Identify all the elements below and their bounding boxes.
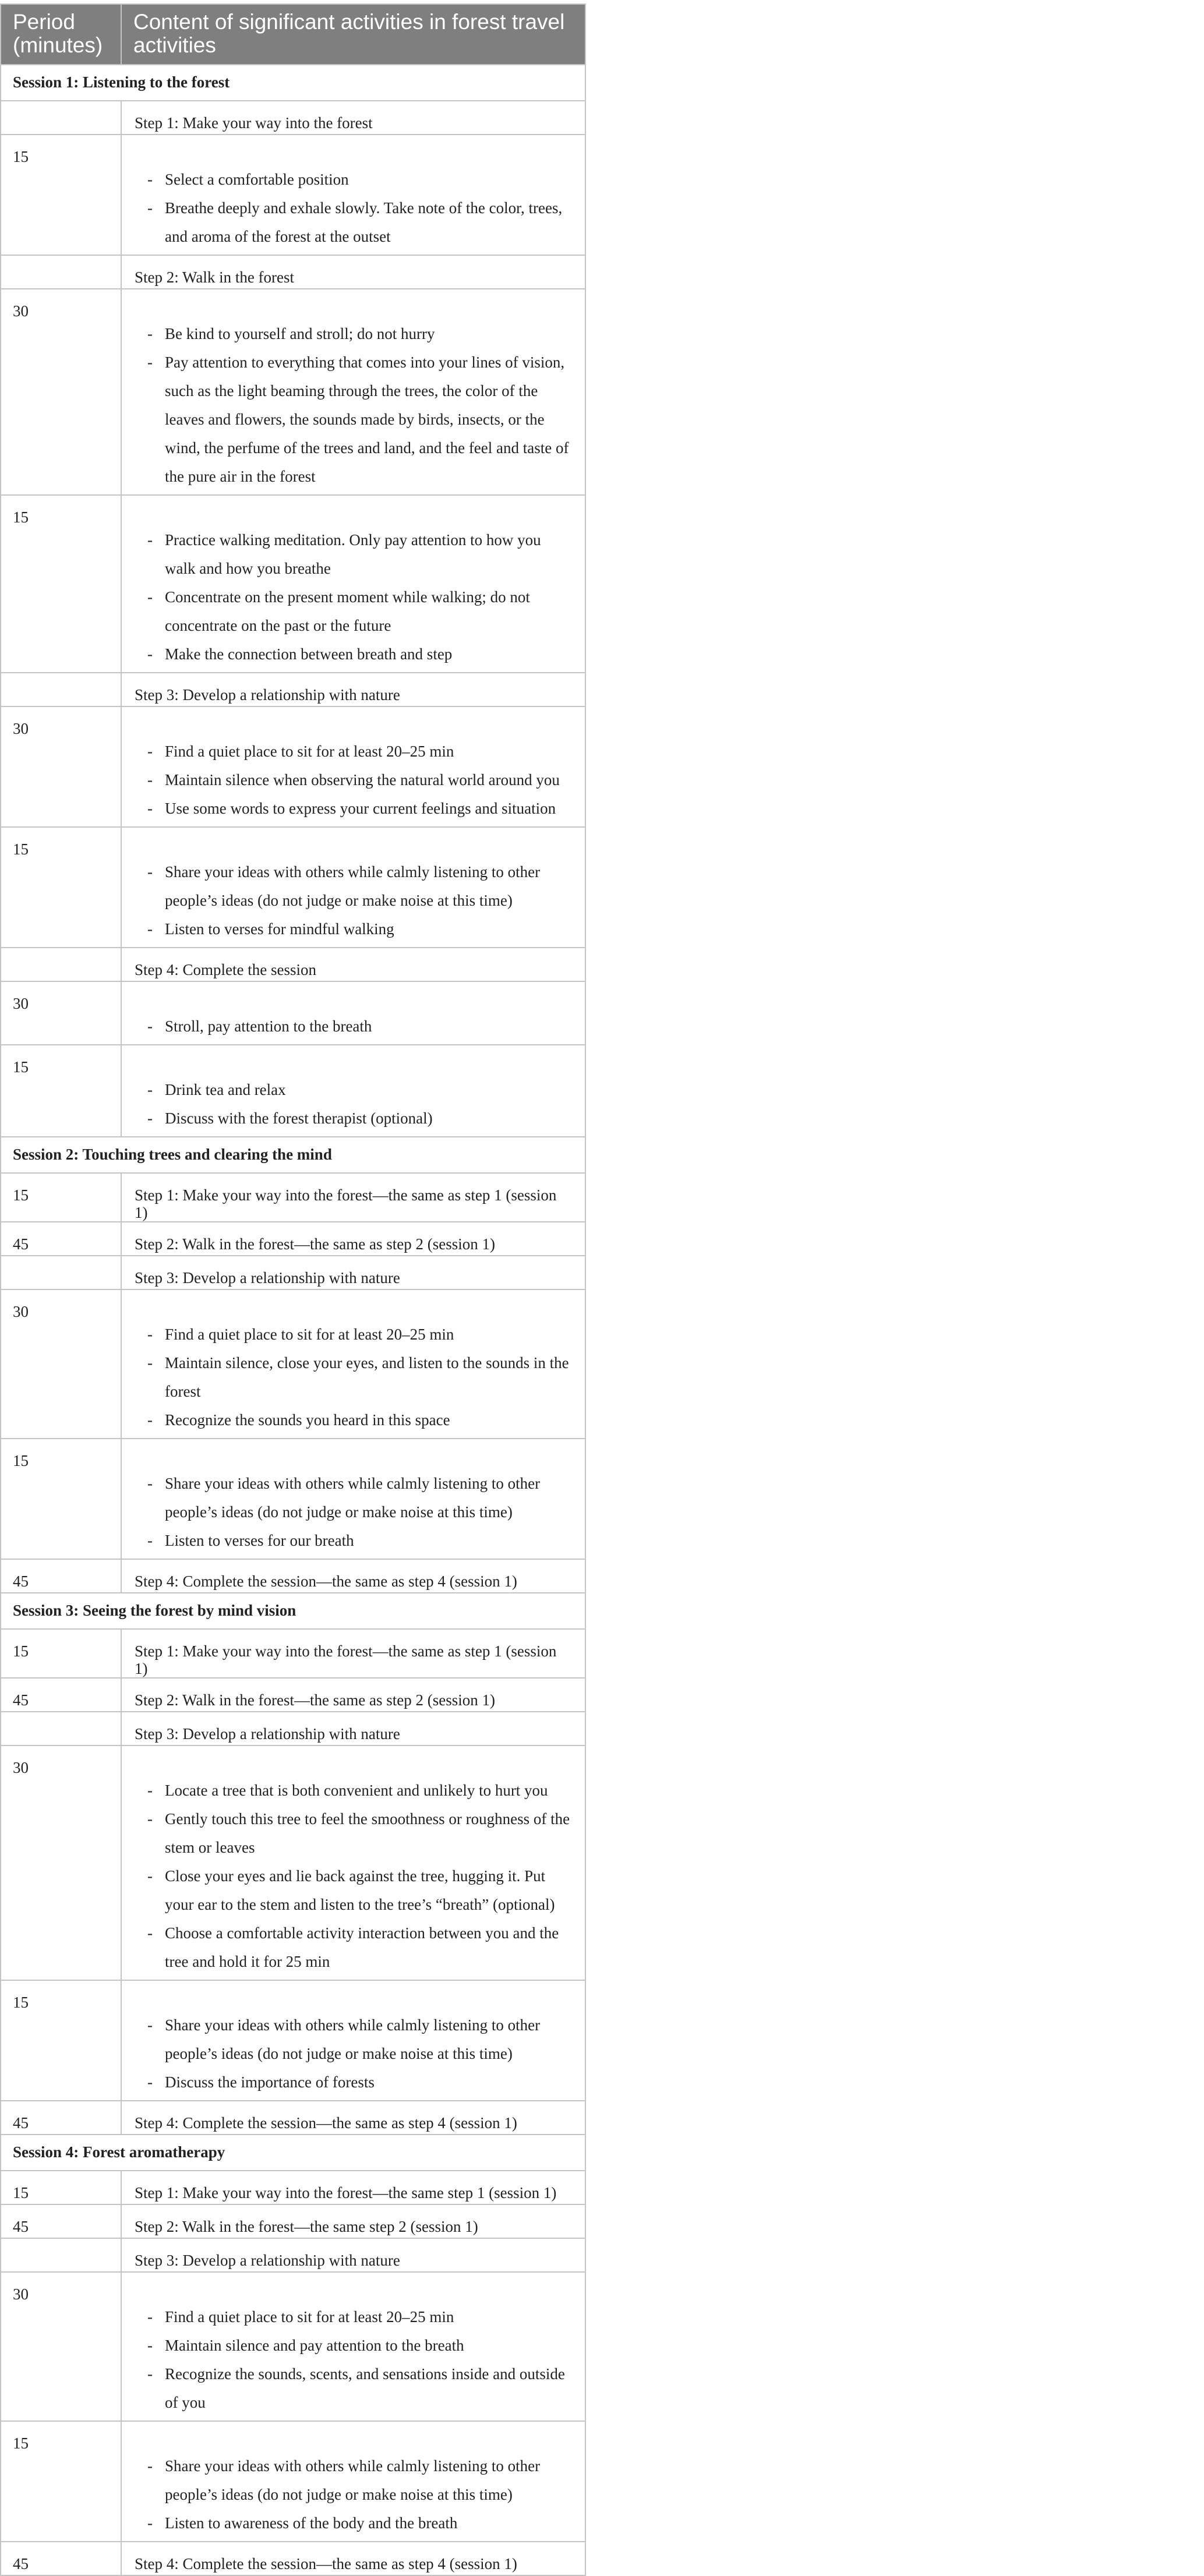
table-row [1, 2171, 585, 2204]
activity-list [135, 2011, 571, 2097]
period-cell: 15 [1, 2421, 121, 2542]
activity-list [135, 1320, 571, 1434]
table-row [1, 1045, 585, 1137]
activity-list [135, 526, 571, 669]
activity-list [135, 2303, 571, 2417]
period-cell: 15 [1, 1439, 121, 1559]
table-row [1, 1222, 585, 1256]
period-cell: 15 [1, 1173, 121, 1222]
table-row [1, 289, 585, 495]
table-row [1, 1289, 585, 1439]
period-cell: 15 [1, 1980, 121, 2101]
content-cell: Step 3: Develop a relationship with nature [121, 1256, 585, 1289]
session-header-row [1, 1593, 585, 1629]
period-cell: 30 [1, 1745, 121, 1980]
content-cell [121, 2272, 585, 2421]
content-cell: Step 4: Complete the session—the same as step 4 (session 1) [121, 2542, 585, 2575]
content-cell: Step 2: Walk in the forest—the same step 2 (session 1) [121, 2204, 585, 2238]
period-column-header: Period (minutes) [1, 4, 121, 65]
table-row [1, 948, 585, 981]
activity-item: - Maintain silence and pay attention to the breath [135, 2331, 571, 2360]
table-row [1, 827, 585, 948]
period-cell: 15 [1, 1629, 121, 1678]
activity-item: - Gently touch this tree to feel the smoothness or roughness of the stem or leaves [135, 1805, 571, 1862]
content-cell: Step 4: Complete the session—the same as step 4 (session 1) [121, 1559, 585, 1593]
activity-item: - Close your eyes and lie back against the tree, hugging it. Put your ear to the stem and listen to the tree’s “breath” (optional) [135, 1862, 571, 1919]
period-cell [1, 2238, 121, 2272]
content-cell: Step 1: Make your way into the forest [121, 101, 585, 135]
period-cell: 30 [1, 289, 121, 495]
period-cell: 15 [1, 495, 121, 673]
activity-item: - Stroll, pay attention to the breath [135, 1012, 571, 1041]
period-cell [1, 255, 121, 289]
table-header-row [1, 4, 585, 65]
activity-item: - Listen to verses for our breath [135, 1526, 571, 1555]
table-row [1, 1980, 585, 2101]
content-cell: Step 4: Complete the session [121, 948, 585, 981]
content-cell [121, 1439, 585, 1559]
period-cell: 15 [1, 827, 121, 948]
activity-item: - Pay attention to everything that comes into your lines of vision, such as the light beaming through the trees, the color of the leaves and flowers, the sounds made by birds, insects, or the wind, the perfume of the trees and land, and the feel and taste of the pure air in the forest [135, 348, 571, 491]
activity-item: - Breathe deeply and exhale slowly. Take note of the color, trees, and aroma of the forest at the outset [135, 194, 571, 251]
session-title: Session 4: Forest aromatherapy [1, 2135, 585, 2171]
session-header-row [1, 65, 585, 101]
period-cell: 45 [1, 1559, 121, 1593]
activity-item: - Maintain silence when observing the natural world around you [135, 766, 571, 794]
activity-list [135, 858, 571, 944]
activity-list [135, 320, 571, 491]
content-cell: Step 1: Make your way into the forest—the same as step 1 (session 1) [121, 1173, 585, 1222]
content-cell [121, 1045, 585, 1137]
content-cell [121, 1745, 585, 1980]
activity-item: - Locate a tree that is both convenient and unlikely to hurt you [135, 1776, 571, 1805]
activity-item: - Recognize the sounds you heard in this space [135, 1406, 571, 1434]
content-cell: Step 3: Develop a relationship with nature [121, 2238, 585, 2272]
session-header-row [1, 1137, 585, 1173]
table-row [1, 2238, 585, 2272]
activity-item: - Select a comfortable position [135, 165, 571, 194]
session-header-row [1, 2135, 585, 2171]
period-cell: 15 [1, 1045, 121, 1137]
session-title: Session 3: Seeing the forest by mind vision [1, 1593, 585, 1629]
content-column-header: Content of significant activities in forest travel activities [121, 4, 585, 65]
activity-item: - Share your ideas with others while calmly listening to other people’s ideas (do not judge or make noise at this time) [135, 1469, 571, 1526]
table-row [1, 495, 585, 673]
activity-item: - Maintain silence, close your eyes, and listen to the sounds in the forest [135, 1349, 571, 1406]
activity-list [135, 1776, 571, 1976]
table-row [1, 101, 585, 135]
activity-item: - Choose a comfortable activity interaction between you and the tree and hold it for 25 min [135, 1919, 571, 1976]
activity-item: - Discuss with the forest therapist (optional) [135, 1104, 571, 1133]
content-cell: Step 4: Complete the session—the same as step 4 (session 1) [121, 2101, 585, 2135]
table-row [1, 1256, 585, 1289]
content-cell: Step 3: Develop a relationship with nature [121, 1712, 585, 1745]
table-row [1, 1712, 585, 1745]
content-cell [121, 1289, 585, 1439]
activity-item: - Make the connection between breath and step [135, 640, 571, 669]
activity-list [135, 165, 571, 251]
content-cell: Step 1: Make your way into the forest—the same as step 1 (session 1) [121, 1629, 585, 1678]
period-cell: 30 [1, 1289, 121, 1439]
activity-item: - Find a quiet place to sit for at least 20–25 min [135, 737, 571, 766]
activity-item: - Listen to verses for mindful walking [135, 915, 571, 944]
activity-item: - Share your ideas with others while calmly listening to other people’s ideas (do not judge or make noise at this time) [135, 858, 571, 915]
period-cell [1, 948, 121, 981]
content-cell: Step 3: Develop a relationship with nature [121, 673, 585, 706]
period-cell [1, 101, 121, 135]
period-cell: 15 [1, 2171, 121, 2204]
activity-item: - Discuss the importance of forests [135, 2068, 571, 2097]
activity-list [135, 2452, 571, 2538]
activity-item: - Find a quiet place to sit for at least 20–25 min [135, 1320, 571, 1349]
period-cell: 15 [1, 135, 121, 255]
period-cell: 30 [1, 706, 121, 827]
activity-list [135, 1469, 571, 1555]
table-row [1, 2101, 585, 2135]
period-cell: 45 [1, 2101, 121, 2135]
session-title: Session 2: Touching trees and clearing the mind [1, 1137, 585, 1173]
table-row [1, 1745, 585, 1980]
activity-item: - Find a quiet place to sit for at least 20–25 min [135, 2303, 571, 2331]
content-cell [121, 706, 585, 827]
activity-item: - Share your ideas with others while calmly listening to other people’s ideas (do not judge or make noise at this time) [135, 2452, 571, 2509]
content-cell [121, 135, 585, 255]
content-cell [121, 1980, 585, 2101]
period-cell [1, 673, 121, 706]
content-cell [121, 827, 585, 948]
activity-item: - Concentrate on the present moment while walking; do not concentrate on the past or the future [135, 583, 571, 640]
period-cell: 45 [1, 2204, 121, 2238]
table-row [1, 1678, 585, 1712]
activity-list [135, 737, 571, 823]
activity-item: - Recognize the sounds, scents, and sensations inside and outside of you [135, 2360, 571, 2417]
table-row [1, 1559, 585, 1593]
activity-item: - Practice walking meditation. Only pay attention to how you walk and how you breathe [135, 526, 571, 583]
table-row [1, 1173, 585, 1222]
table-row [1, 1629, 585, 1678]
period-cell: 30 [1, 981, 121, 1045]
content-cell: Step 2: Walk in the forest—the same as step 2 (session 1) [121, 1222, 585, 1256]
content-cell: Step 2: Walk in the forest [121, 255, 585, 289]
content-cell: Step 1: Make your way into the forest—the same step 1 (session 1) [121, 2171, 585, 2204]
period-cell: 45 [1, 1222, 121, 1256]
table-row [1, 981, 585, 1045]
activity-item: - Share your ideas with others while calmly listening to other people’s ideas (do not judge or make noise at this time) [135, 2011, 571, 2068]
content-cell: Step 2: Walk in the forest—the same as step 2 (session 1) [121, 1678, 585, 1712]
table-row [1, 2204, 585, 2238]
content-cell [121, 2421, 585, 2542]
activity-item: - Drink tea and relax [135, 1076, 571, 1104]
period-cell: 30 [1, 2272, 121, 2421]
content-cell [121, 495, 585, 673]
table-body [1, 65, 585, 2575]
period-cell [1, 1256, 121, 1289]
content-cell [121, 289, 585, 495]
table-row [1, 2542, 585, 2575]
table-row [1, 2272, 585, 2421]
table-row [1, 2421, 585, 2542]
activity-list [135, 1012, 571, 1041]
table-row [1, 255, 585, 289]
activity-list [135, 1076, 571, 1133]
activity-item: - Listen to awareness of the body and the breath [135, 2509, 571, 2538]
activities-table [0, 3, 586, 2576]
period-cell [1, 1712, 121, 1745]
table-row [1, 706, 585, 827]
table-row [1, 1439, 585, 1559]
session-title: Session 1: Listening to the forest [1, 65, 585, 101]
period-cell: 45 [1, 1678, 121, 1712]
activity-item: - Be kind to yourself and stroll; do not hurry [135, 320, 571, 348]
table-row [1, 673, 585, 706]
period-cell: 45 [1, 2542, 121, 2575]
activity-item: - Use some words to express your current feelings and situation [135, 794, 571, 823]
content-cell [121, 981, 585, 1045]
table-row [1, 135, 585, 255]
